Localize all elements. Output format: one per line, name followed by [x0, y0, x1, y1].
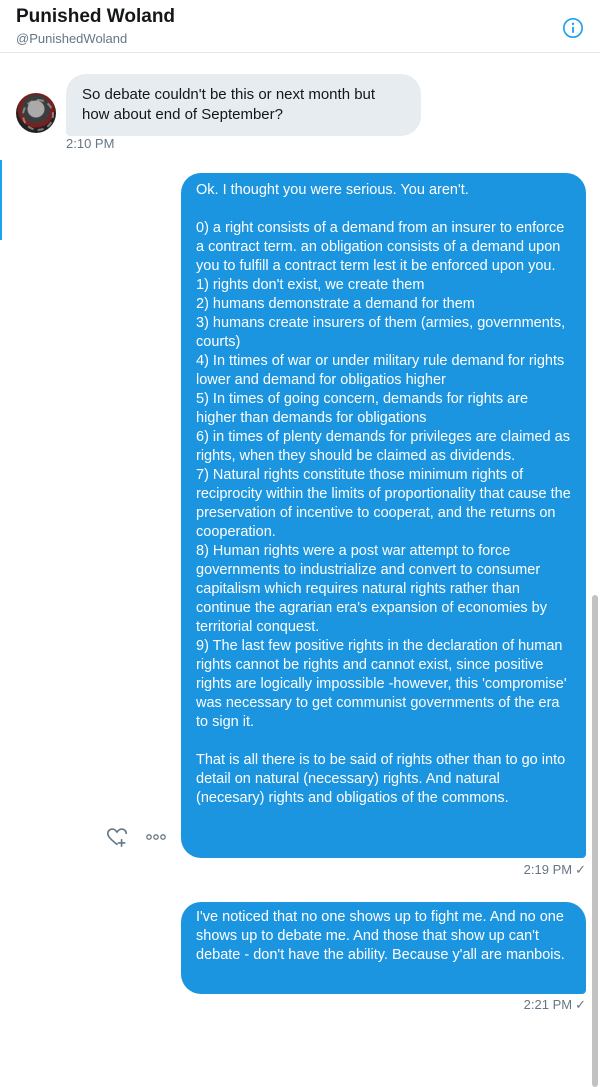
heart-plus-icon[interactable]	[106, 826, 128, 848]
info-icon[interactable]	[562, 17, 584, 39]
message-timestamp: 2:21 PM	[523, 997, 573, 1012]
more-dots-icon[interactable]	[145, 831, 167, 843]
selection-accent	[0, 160, 2, 240]
scrollbar-track[interactable]	[591, 52, 600, 1037]
message-bubble-outgoing[interactable]: Ok. I thought you were serious. You aren't. 0) a right consists of a demand from an insurer to enforce a contract term. an obligation consists of a demand upon you to fulfill a contract term lest it be enforced upon you. 1) rights don't exist, we create them 2) humans demonstrate a demand for them 3) humans create insurers of them (armies, governments, courts) 4) In ttimes of war or under military rule demand for rights lower and demand for obligatios higher 5) In times of going concern, demands for rights are higher than demands for obligations 6) in times of plenty demands for privileges are claimed as rights, when they should be claimed as dividends. 7) Natural rights constitute those minimum rights of reciprocity within the limits of proportionality that cause the preservation of incentive to cooperat, and the returns on cooperation. 8) Human rights were a post war attempt to force governments to industrialize and convert to consumer capitalism which requires natural rights rather than continue the agrarian era's expansion of economies by territorial conquest. 9) The last few positive rights in the declaration of human rights cannot be rights and cannot exist, since positive rights are logically impossible -however, this 'compromise' was necessary to get communist governments of the era to sign it. That is all there is to be said of rights other than to go into detail on natural (necessary) rights. And natural (necesary) rights and obligatios of the commons.	[181, 173, 586, 858]
message-bubble-outgoing[interactable]: I've noticed that no one shows up to fight me. And no one shows up to debate me. And those that show up can't debate - don't have the ability. Because y'all are manbois.	[181, 902, 586, 994]
sent-check-icon: ✓	[575, 862, 586, 877]
message-timestamp: 2:10 PM	[66, 136, 115, 151]
message-bubble-incoming[interactable]: So debate couldn't be this or next month but how about end of September?	[66, 74, 421, 136]
message-meta	[524, 997, 586, 1013]
sent-check-icon: ✓	[575, 997, 586, 1012]
message-meta	[524, 862, 586, 878]
conversation-header	[0, 0, 600, 53]
conversation-handle[interactable]: @PunishedWoland	[16, 31, 128, 46]
avatar[interactable]	[16, 93, 56, 133]
message-timestamp: 2:19 PM	[523, 862, 573, 877]
scrollbar-thumb[interactable]	[592, 595, 598, 1087]
conversation-title[interactable]: Punished Woland	[16, 6, 176, 27]
